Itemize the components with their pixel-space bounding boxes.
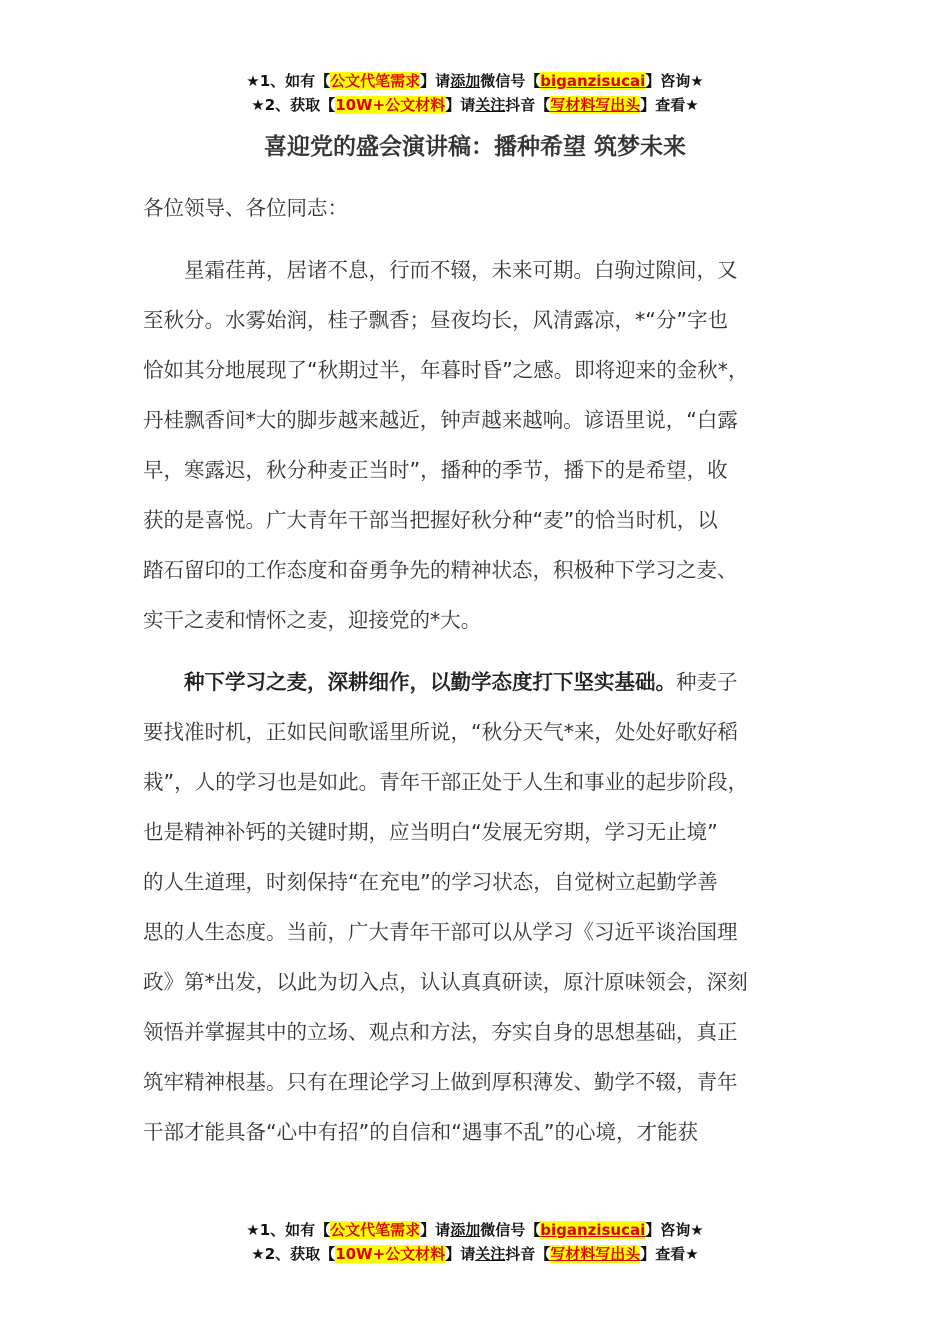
text-line: 至秋分。水雾始润，桂子飘香；昼夜均长，风清露凉，*“分”字也	[143, 308, 728, 332]
banner-line-2: ★2、获取【10W+公文材料】请关注抖音【写材料写出头】查看★	[251, 1245, 699, 1263]
footer-banner	[0, 1218, 950, 1266]
text-line: 干部才能具备“心中有招”的自信和“遇事不乱”的心境，才能获	[143, 1120, 698, 1144]
text-line: 的人生道理，时刻保持“在充电”的学习状态，自觉树立起勤学善	[143, 870, 718, 894]
banner-line-2: ★2、获取【10W+公文材料】请关注抖音【写材料写出头】查看★	[251, 96, 699, 114]
document-title: 喜迎党的盛会演讲稿：播种希望 筑梦未来	[263, 134, 686, 160]
text-line: 踏石留印的工作态度和奋勇争先的精神状态，积极种下学习之麦、	[143, 558, 738, 582]
text-line: 种下学习之麦，深耕细作，以勤学态度打下坚实基础。种麦子	[184, 670, 738, 694]
paragraph-2	[143, 664, 843, 1164]
section-heading: 种下学习之麦，深耕细作，以勤学态度打下坚实基础。	[184, 670, 676, 694]
text-line: 恰如其分地展现了“秋期过半，年暮时昏”之感。即将迎来的金秋*，	[143, 358, 749, 382]
document-body	[143, 190, 843, 1164]
header-banner	[0, 69, 950, 117]
text-line: 早，寒露迟，秋分种麦正当时”，播种的季节，播下的是希望，收	[143, 458, 728, 482]
text-line: 星霜荏苒，居诸不息，行而不辍，未来可期。白驹过隙间，又	[143, 258, 738, 282]
salutation: 各位领导、各位同志：	[143, 196, 348, 220]
text-line: 也是精神补钙的关键时期，应当明白“发展无穷期，学习无止境”	[143, 820, 718, 844]
text-line: 要找准时机，正如民间歌谣里所说，“秋分天气*来，处处好歌好稻	[143, 720, 738, 744]
text-line: 获的是喜悦。广大青年干部当把握好秋分种“麦”的恰当时机，以	[143, 508, 718, 532]
paragraph-1	[143, 252, 843, 652]
banner-line-1: ★1、如有【公文代笔需求】请添加微信号【biganzisucai】咨询★	[246, 1221, 704, 1239]
text-line: 思的人生态度。当前，广大青年干部可以从学习《习近平谈治国理	[143, 920, 738, 944]
text-line: 丹桂飘香间*大的脚步越来越近，钟声越来越响。谚语里说，“白露	[143, 408, 738, 432]
text-line: 筑牢精神根基。只有在理论学习上做到厚积薄发、勤学不辍，青年	[143, 1070, 738, 1094]
text-line: 栽”，人的学习也是如此。青年干部正处于人生和事业的起步阶段，	[143, 770, 749, 794]
text-line: 实干之麦和情怀之麦，迎接党的*大。	[143, 608, 482, 632]
text-line: 领悟并掌握其中的立场、观点和方法，夯实自身的思想基础，真正	[143, 1020, 738, 1044]
text-line: 政》第*出发，以此为切入点，认认真真研读，原汁原味领会，深刻	[143, 970, 748, 994]
banner-line-1: ★1、如有【公文代笔需求】请添加微信号【biganzisucai】咨询★	[246, 72, 704, 90]
